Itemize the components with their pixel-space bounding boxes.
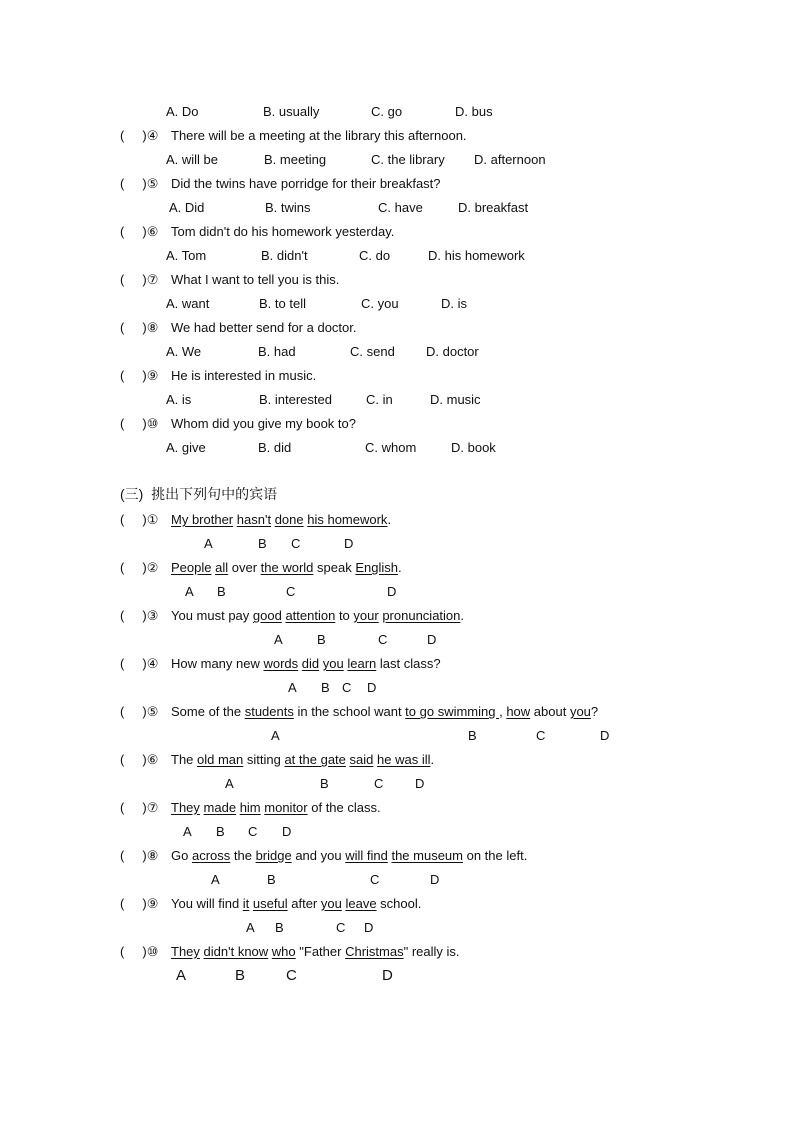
sentence-text: last class? (376, 656, 441, 671)
choice-letter: C (286, 967, 297, 984)
answer-option: D. his homework (428, 248, 525, 263)
question-sentence: Whom did you give my book to? (171, 416, 356, 431)
answer-option: D. doctor (426, 344, 479, 359)
question-number: ( )② (120, 560, 159, 575)
sentence-text: of the class. (307, 800, 381, 815)
underlined-choice: bridge (255, 848, 292, 863)
underlined-choice: your (353, 608, 379, 623)
answer-option: D. book (451, 440, 496, 455)
underlined-choice: it (242, 896, 250, 911)
choice-letter: A (185, 584, 194, 599)
question-number: ( )⑨ (120, 896, 159, 911)
underlined-choice: who (271, 944, 296, 959)
choice-letter: B (267, 872, 276, 887)
underlined-choice: Christmas (345, 944, 404, 959)
question-number: ( )⑥ (120, 224, 159, 239)
answer-option: A. want (166, 296, 210, 311)
underlined-choice: to go swimming (405, 704, 500, 719)
underlined-choice: will find (345, 848, 388, 863)
answer-option: B. interested (259, 392, 332, 407)
choice-letter: D (387, 584, 397, 599)
answer-option: B. usually (263, 104, 320, 119)
choice-letter: D (282, 824, 292, 839)
underlined-choice: he was ill (377, 752, 431, 767)
choice-letter: A (288, 680, 297, 695)
sentence-text: The (171, 752, 198, 767)
underlined-choice: old man (197, 752, 244, 767)
choice-letter: B (468, 728, 477, 743)
answer-option: B. didn't (261, 248, 308, 263)
choice-letter: B (216, 824, 225, 839)
underlined-choice: the museum (391, 848, 463, 863)
answer-option: B. twins (265, 200, 311, 215)
question-number: ( )⑥ (120, 752, 159, 767)
question-sentence: He is interested in music. (171, 368, 317, 383)
question-sentence (171, 848, 527, 864)
sentence-text: Some of the (171, 704, 245, 719)
sentence-text: ? (590, 704, 599, 719)
sentence-text: to (335, 608, 354, 623)
question-number: ( )⑦ (120, 800, 159, 815)
choice-letter: A (204, 536, 213, 551)
answer-option: A. Did (169, 200, 205, 215)
question-sentence: We had better send for a doctor. (171, 320, 357, 335)
underlined-choice: his homework (307, 512, 388, 527)
answer-option: A. is (166, 392, 192, 407)
sentence-text: , (499, 704, 507, 719)
underlined-choice: made (203, 800, 237, 815)
answer-option: B. meeting (264, 152, 327, 167)
underlined-choice: leave (345, 896, 377, 911)
question-number: ( )④ (120, 128, 159, 143)
choice-letter: B (320, 776, 329, 791)
choice-letter: A (274, 632, 283, 647)
underlined-choice: you (569, 704, 591, 719)
choice-letter: C (336, 920, 346, 935)
choice-letter: B (317, 632, 326, 647)
answer-option: C. in (366, 392, 393, 407)
question-number: ( )⑧ (120, 320, 159, 335)
choice-letter: D (600, 728, 610, 743)
question-number: ( )④ (120, 656, 159, 671)
question-sentence (171, 896, 421, 912)
underlined-choice: did (301, 656, 320, 671)
underlined-choice: They (171, 944, 200, 959)
answer-option: C. send (350, 344, 395, 359)
section-heading: (三) 挑出下列句中的宾语 (120, 486, 278, 502)
choice-letter: C (374, 776, 384, 791)
choice-letter: C (536, 728, 546, 743)
sentence-text: about (530, 704, 570, 719)
sentence-text: You must pay (171, 608, 253, 623)
sentence-text: You will find (171, 896, 243, 911)
sentence-text: sitting (243, 752, 285, 767)
sentence-text: speak (313, 560, 356, 575)
question-number: ( )① (120, 512, 159, 527)
underlined-choice: learn (347, 656, 377, 671)
choice-letter: A (271, 728, 280, 743)
underlined-choice: him (239, 800, 261, 815)
sentence-text: How many new (171, 656, 264, 671)
question-number: ( )⑤ (120, 176, 159, 191)
answer-option: D. music (430, 392, 481, 407)
question-number: ( )⑦ (120, 272, 159, 287)
answer-option: A. We (166, 344, 202, 359)
underlined-choice: words (263, 656, 299, 671)
choice-letter: D (344, 536, 354, 551)
sentence-text: and you (291, 848, 346, 863)
underlined-choice: English (355, 560, 398, 575)
underlined-choice: People (171, 560, 212, 575)
answer-option: C. go (371, 104, 403, 119)
choice-letter: B (321, 680, 330, 695)
question-number: ( )③ (120, 608, 159, 623)
choice-letter: A (176, 967, 187, 984)
underlined-choice: done (274, 512, 304, 527)
answer-option: C. have (378, 200, 423, 215)
choice-letter: B (258, 536, 267, 551)
answer-option: A. Do (166, 104, 199, 119)
question-number: ( )⑩ (120, 416, 159, 431)
underlined-choice: you (320, 896, 342, 911)
sentence-text: over (228, 560, 261, 575)
question-sentence (171, 560, 402, 576)
underlined-choice: all (215, 560, 229, 575)
underlined-choice: at the gate (284, 752, 346, 767)
choice-letter: A (246, 920, 255, 935)
choice-letter: D (427, 632, 437, 647)
underlined-choice: good (252, 608, 282, 623)
underlined-choice: didn't know (203, 944, 269, 959)
answer-option: B. did (258, 440, 292, 455)
sentence-text: on the left. (463, 848, 528, 863)
question-sentence (171, 656, 441, 672)
sentence-text: "Father (295, 944, 346, 959)
question-sentence (171, 800, 381, 816)
choice-letter: D (367, 680, 377, 695)
sentence-text: school. (376, 896, 422, 911)
underlined-choice: useful (252, 896, 288, 911)
underlined-choice: said (349, 752, 374, 767)
choice-letter: B (217, 584, 226, 599)
answer-option: B. had (258, 344, 296, 359)
underlined-choice: attention (285, 608, 336, 623)
underlined-choice: across (191, 848, 231, 863)
answer-option: C. whom (365, 440, 417, 455)
question-sentence: There will be a meeting at the library this afternoon. (171, 128, 467, 143)
answer-option: C. do (359, 248, 391, 263)
question-sentence (171, 944, 460, 960)
sentence-text: . (397, 560, 402, 575)
underlined-choice: how (506, 704, 531, 719)
question-number: ( )⑤ (120, 704, 159, 719)
underlined-choice: the world (260, 560, 314, 575)
answer-option: C. you (361, 296, 399, 311)
choice-letter: C (291, 536, 301, 551)
choice-letter: D (382, 967, 393, 984)
question-sentence: Did the twins have porridge for their breakfast? (171, 176, 441, 191)
choice-letter: D (415, 776, 425, 791)
underlined-choice: They (171, 800, 200, 815)
answer-option: D. breakfast (458, 200, 529, 215)
answer-option: D. afternoon (474, 152, 546, 167)
choice-letter: B (275, 920, 284, 935)
underlined-choice: monitor (264, 800, 308, 815)
answer-option: D. bus (455, 104, 493, 119)
underlined-choice: My brother (171, 512, 234, 527)
question-number: ( )⑧ (120, 848, 159, 863)
underlined-choice: students (244, 704, 294, 719)
question-number: ( )⑨ (120, 368, 159, 383)
choice-letter: C (378, 632, 388, 647)
sentence-text: Go (171, 848, 192, 863)
question-sentence (171, 608, 464, 624)
sentence-text: the (230, 848, 256, 863)
underlined-choice: hasn't (236, 512, 272, 527)
choice-letter: C (248, 824, 258, 839)
question-sentence (171, 704, 598, 720)
question-sentence (171, 752, 434, 768)
choice-letter: B (235, 967, 246, 984)
choice-letter: C (370, 872, 380, 887)
sentence-text: in the school want (293, 704, 406, 719)
choice-letter: A (183, 824, 192, 839)
answer-option: A. give (166, 440, 206, 455)
question-number: ( )⑩ (120, 944, 159, 959)
answer-option: A. Tom (166, 248, 207, 263)
sentence-text: . (430, 752, 435, 767)
underlined-choice: pronunciation (382, 608, 461, 623)
sentence-text: " really is. (403, 944, 460, 959)
question-sentence: What I want to tell you is this. (171, 272, 340, 287)
choice-letter: D (430, 872, 440, 887)
underlined-choice: you (322, 656, 344, 671)
question-sentence (171, 512, 391, 528)
choice-letter: A (225, 776, 234, 791)
question-sentence: Tom didn't do his homework yesterday. (171, 224, 395, 239)
sentence-text: . (460, 608, 465, 623)
choice-letter: A (211, 872, 220, 887)
choice-letter: C (286, 584, 296, 599)
choice-letter: D (364, 920, 374, 935)
answer-option: D. is (441, 296, 467, 311)
choice-letter: C (342, 680, 352, 695)
sentence-text: . (387, 512, 392, 527)
answer-option: C. the library (371, 152, 445, 167)
answer-option: B. to tell (259, 296, 306, 311)
sentence-text: after (287, 896, 321, 911)
answer-option: A. will be (166, 152, 219, 167)
